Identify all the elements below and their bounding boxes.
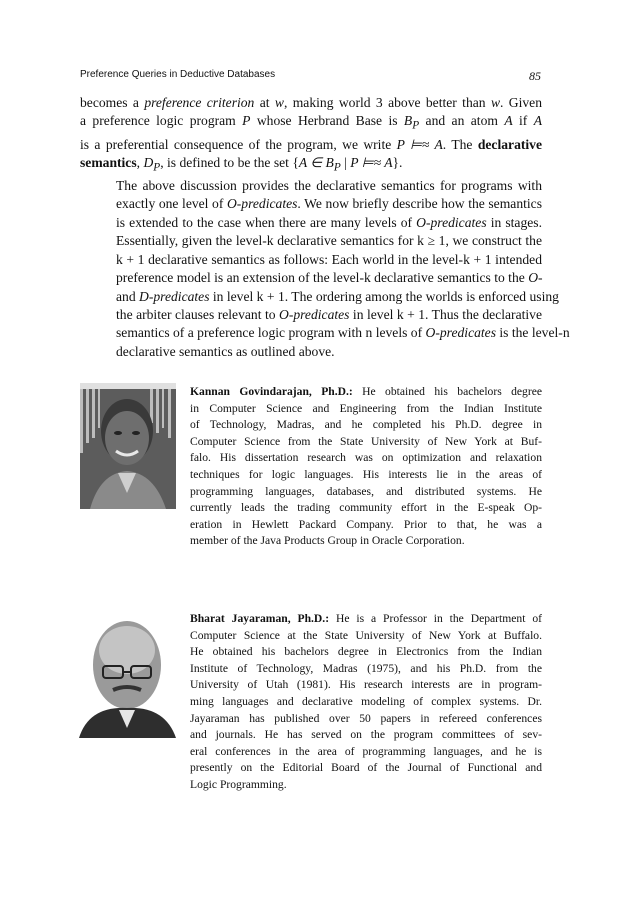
bio-line: ming languages and declarative modeling of complex systems. Dr. [190,694,542,708]
text-line: semantics, $D_P$, is defined to be the set {A ∈ $B_P$ | P ⊨≈ A}. [80,154,403,174]
bio-line: presently on the Editorial Board of the Journal of Functional and [190,761,542,775]
author-photo-jayaraman [79,610,176,738]
text-line: becomes a preference criterion at w, making world 3 above better than w. Given [80,95,543,110]
bio-line: Institute of Technology, Madras (1975), and his Ph.D. from the [190,661,542,675]
running-header [80,69,541,85]
bio-line: currently leads the trading community effort in the E-speak Op- [190,501,542,515]
text-line: and D-predicates in level k + 1. The ordering among the worlds is enforced using [116,288,559,304]
running-title: Preference Queries in Deductive Databases [80,69,276,80]
text-line: semantics of a preference logic program with n levels of O-predicates is the level-n [116,325,570,341]
author-photo-govindarajan [80,383,176,509]
paragraph-1 [80,94,542,177]
author-name: Bharat Jayaraman, Ph.D.: [190,612,330,625]
bio-line: in Computer Science and Engineering from the Indian Institute [190,401,542,415]
bio-jayaraman [190,611,542,794]
text-line: k + 1 declarative semantics as follows: Each world in the level-k + 1 intended [116,251,542,267]
text-line: is a preferential consequence of the program, we write P ⊨≈ A. The declarative [80,136,542,152]
text-line: exactly one level of O-predicates. We now briefly describe how the semantics [116,196,542,212]
bio-line: eration in Hewlett Packard Company. Prior to that, he was a [190,517,542,531]
bio-line: and journals. He has served on the program committees of sev- [190,728,542,742]
bio-line: Jayaraman has published over 50 papers in refereed conferences [190,711,542,725]
text-line: Essentially, given the level-k declarative semantics for k ≥ 1, we construct the [116,233,542,249]
bio-line: techniques for logic languages. His interests lie in the areas of [190,467,542,481]
bio-line: Computer Science at the State University of New York at Buffalo. [190,628,542,642]
bio-line: falo. His dissertation research was on optimization and relaxation [190,451,542,465]
text-line: is extended to the case when there are many levels of O-predicates in stages. [116,214,542,230]
bio-line: of Technology, Madras, and he completed his Ph.D. degree in [190,418,542,432]
author-name: Kannan Govindarajan, Ph.D.: [190,385,353,398]
body-text [80,94,570,361]
bio-line: Computer Science from the State University of New York at Buf- [190,434,542,448]
bio-govindarajan [190,384,542,550]
bio-line: Kannan Govindarajan, Ph.D.: He obtained his bachelors degree [190,385,542,398]
page-number: 85 [529,69,541,83]
text-line: The above discussion provides the declarative semantics for programs with [116,178,542,194]
bio-line: University of Utah (1981). His research interests are in program- [190,678,542,692]
bio-line: eral conferences in the area of programming languages, and he is [190,744,542,758]
bio-line: member of the Java Products Group in Oracle Corporation. [190,534,465,548]
text-line: a preference logic program P whose Herbrand Base is $B_P$ and an atom A if A [80,113,543,133]
text-line: preference model is an extension of the level-k declarative semantics to the O- [116,270,543,286]
bio-line: He obtained his bachelors degree in Electronics from the Indian [190,645,542,659]
paragraph-2 [80,177,570,361]
bio-line: Bharat Jayaraman, Ph.D.: He is a Professor in the Department of [190,612,542,625]
text-line: the arbiter clauses relevant to O-predicates in level k + 1. Thus the declarative [116,306,542,322]
bio-line: Logic Programming. [190,777,287,791]
text-line: declarative semantics as outlined above. [116,343,335,359]
bio-line: programming languages, databases, and distributed systems. He [190,484,542,498]
